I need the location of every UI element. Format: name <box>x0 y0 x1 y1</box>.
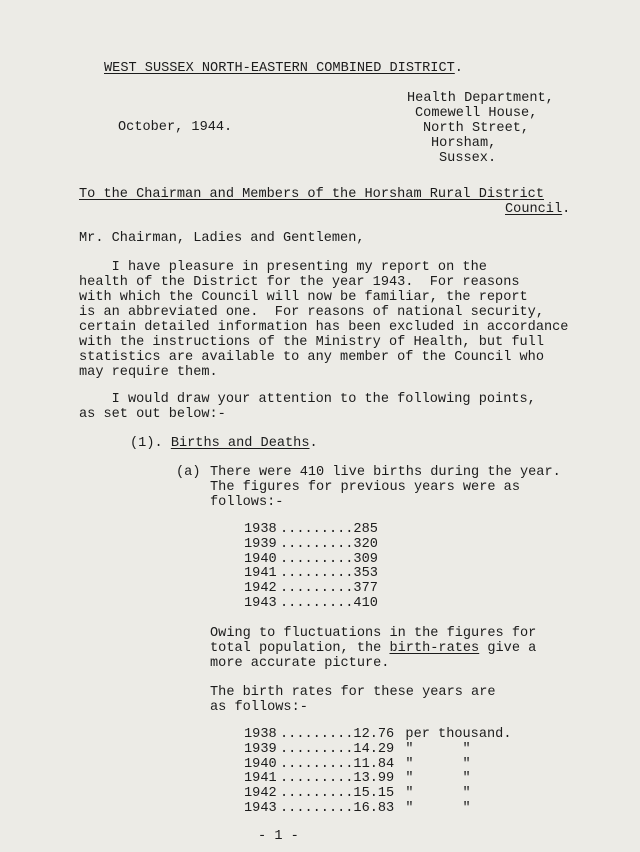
paragraph-line: as set out below:- <box>79 407 226 422</box>
section-title: Births and Deaths <box>170 436 310 451</box>
owing-line <box>210 641 536 656</box>
rate-value-cell: 15.15 <box>353 786 395 802</box>
address-line: Horsham, <box>431 136 497 151</box>
rate-row <box>244 787 511 802</box>
paragraph-line: with which the Council will now be familiar, the report <box>79 290 528 305</box>
year-cell: 1943 <box>244 595 277 611</box>
year-cell: 1940 <box>244 756 277 772</box>
paragraph-line: certain detailed information has been excluded in accordance <box>79 320 569 335</box>
year-cell: 1940 <box>244 551 277 567</box>
page-number: - 1 - <box>258 829 299 844</box>
year-cell: 1938 <box>244 727 277 742</box>
district-title-period: . <box>454 61 463 76</box>
paragraph-line: I would draw your attention to the following points, <box>79 392 536 407</box>
section-heading <box>130 436 318 451</box>
year-cell: 1941 <box>244 566 277 582</box>
item-line: There were 410 live births during the year. <box>210 465 561 480</box>
leader-dots: ......... <box>280 786 354 802</box>
leader-dots: ......... <box>280 536 354 552</box>
item-line: The figures for previous years were as <box>210 480 520 495</box>
address-line: Health Department, <box>407 91 554 106</box>
rate-value-cell: 11.84 <box>353 756 395 772</box>
paragraph-points <box>79 392 536 422</box>
district-title: WEST SUSSEX NORTH-EASTERN COMBINED DISTRICT <box>104 61 455 76</box>
rate-unit-cell: " " <box>405 786 471 802</box>
owing-text: total population, the <box>210 641 390 656</box>
item-label: (a) <box>176 465 201 480</box>
addressee-council: Council <box>505 202 563 217</box>
year-cell: 1943 <box>244 800 277 816</box>
rates-intro-line: as follows:- <box>210 700 308 715</box>
birth-rates-term: birth-rates <box>389 641 480 656</box>
births-row <box>244 538 378 553</box>
district-heading <box>104 61 463 76</box>
rate-row <box>244 802 511 817</box>
leader-dots: ......... <box>280 581 354 597</box>
year-cell: 1941 <box>244 771 277 787</box>
leader-dots: ......... <box>280 551 354 567</box>
leader-dots: ......... <box>280 727 354 742</box>
owing-text-end: give a <box>479 641 537 656</box>
addressee-period: . <box>562 202 571 217</box>
paragraph-line: statistics are available to any member of the Council who <box>79 350 544 365</box>
births-value-cell: 309 <box>353 551 378 567</box>
address-block <box>405 91 554 166</box>
report-date: October, 1944. <box>118 120 233 135</box>
paragraph-line: is an abbreviated one. For reasons of national security, <box>79 305 544 320</box>
address-line: Comewell House, <box>415 106 538 121</box>
year-cell: 1939 <box>244 741 277 757</box>
leader-dots: ......... <box>280 756 354 772</box>
births-value-cell: 377 <box>353 581 378 597</box>
paragraph-line: health of the District for the year 1943. For reasons <box>79 275 520 290</box>
births-row <box>244 582 378 597</box>
births-table <box>244 523 378 612</box>
rate-value-cell: 14.29 <box>353 741 395 757</box>
rate-value-cell: 13.99 <box>353 771 395 787</box>
rate-unit-cell: " " <box>405 800 471 816</box>
addressee-line-2 <box>505 202 570 217</box>
rate-row <box>244 758 511 773</box>
leader-dots: ......... <box>280 522 354 537</box>
rate-row <box>244 728 511 743</box>
rate-row <box>244 743 511 758</box>
rate-unit-cell: " " <box>405 756 471 772</box>
address-line: Sussex. <box>439 151 497 166</box>
paragraph-line: may require them. <box>79 365 218 380</box>
paragraph-intro <box>79 260 568 380</box>
salutation: Mr. Chairman, Ladies and Gentlemen, <box>79 231 365 246</box>
rate-value-cell: 12.76 <box>353 727 395 742</box>
owing-paragraph <box>210 626 536 671</box>
births-row <box>244 597 378 612</box>
leader-dots: ......... <box>280 741 354 757</box>
item-line: follows:- <box>210 495 284 510</box>
rate-value-cell: 16.83 <box>353 800 395 816</box>
rate-unit-cell: " " <box>405 741 471 757</box>
year-cell: 1942 <box>244 581 277 597</box>
paragraph-line: I have pleasure in presenting my report on the <box>79 260 487 275</box>
addressee-line-1: To the Chairman and Members of the Horsham Rural District <box>79 187 544 202</box>
section-period: . <box>309 436 318 451</box>
births-value-cell: 285 <box>353 522 378 537</box>
rate-row <box>244 772 511 787</box>
rates-intro <box>210 685 496 715</box>
births-value-cell: 410 <box>353 595 378 611</box>
births-value-cell: 353 <box>353 566 378 582</box>
births-value-cell: 320 <box>353 536 378 552</box>
owing-line: more accurate picture. <box>210 656 390 671</box>
year-cell: 1942 <box>244 786 277 802</box>
address-line: North Street, <box>423 121 530 136</box>
leader-dots: ......... <box>280 800 354 816</box>
owing-line: Owing to fluctuations in the figures for <box>210 626 537 641</box>
leader-dots: ......... <box>280 566 354 582</box>
year-cell: 1938 <box>244 522 277 537</box>
rate-unit-cell: " " <box>405 771 471 787</box>
rates-intro-line: The birth rates for these years are <box>210 685 496 700</box>
paragraph-line: with the instructions of the Ministry of Health, but full <box>79 335 544 350</box>
leader-dots: ......... <box>280 771 354 787</box>
births-row <box>244 523 378 538</box>
births-row <box>244 553 378 568</box>
leader-dots: ......... <box>280 595 354 611</box>
birth-rates-table <box>244 728 511 817</box>
item-a-text <box>210 465 561 510</box>
section-number: (1). <box>130 436 163 451</box>
year-cell: 1939 <box>244 536 277 552</box>
rate-unit-cell: per thousand. <box>405 727 512 742</box>
births-row <box>244 567 378 582</box>
